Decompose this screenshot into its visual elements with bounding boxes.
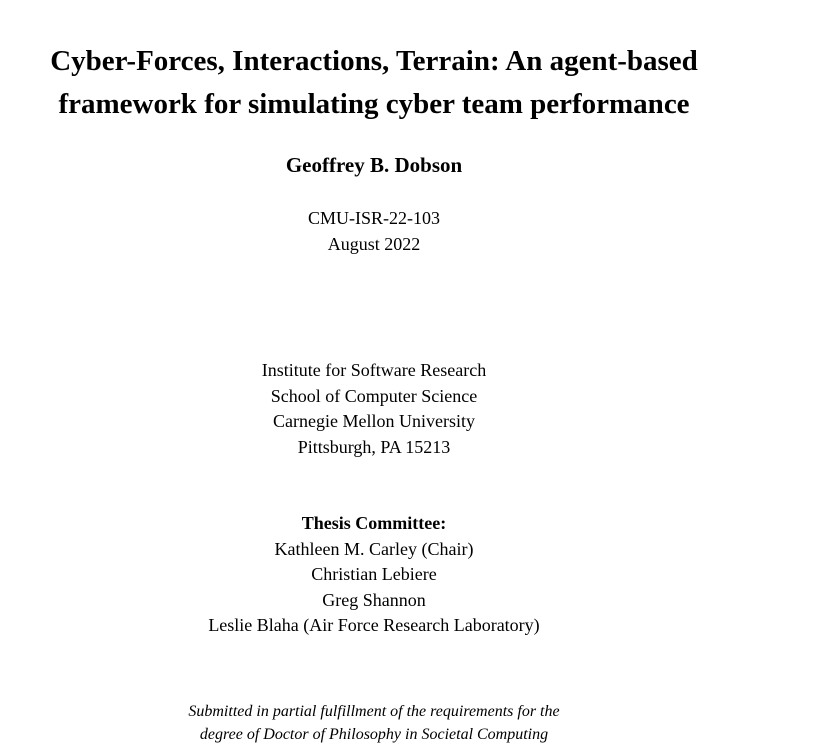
report-number: CMU-ISR-22-103 (307, 208, 440, 228)
title-line-2: framework for simulating cyber team performance (58, 88, 690, 120)
document-title (0, 40, 748, 126)
committee-member: Kathleen M. Carley (Chair) (274, 538, 474, 559)
submission-statement (0, 700, 748, 746)
report-info (0, 206, 748, 257)
institution-line: Pittsburgh, PA 15213 (297, 436, 451, 457)
thesis-committee (0, 511, 748, 639)
submission-line-2: degree of Doctor of Philosophy in Societal Computing (199, 726, 549, 743)
institution-line: School of Computer Science (270, 385, 478, 406)
submission-line-1: Submitted in partial fulfillment of the requirements for the (188, 703, 560, 720)
committee-member: Christian Lebiere (311, 564, 437, 584)
institution-line: Institute for Software Research (261, 360, 487, 380)
report-date: August 2022 (327, 233, 421, 254)
title-line-1: Cyber-Forces, Interactions, Terrain: An agent-based (50, 45, 698, 77)
author-name: Geoffrey B. Dobson (285, 153, 463, 177)
committee-member: Greg Shannon (322, 589, 426, 610)
institution-address (0, 358, 748, 460)
committee-member: Leslie Blaha (Air Force Research Laboratory) (208, 615, 540, 635)
institution-line: Carnegie Mellon University (273, 411, 475, 431)
committee-heading: Thesis Committee: (301, 513, 447, 533)
